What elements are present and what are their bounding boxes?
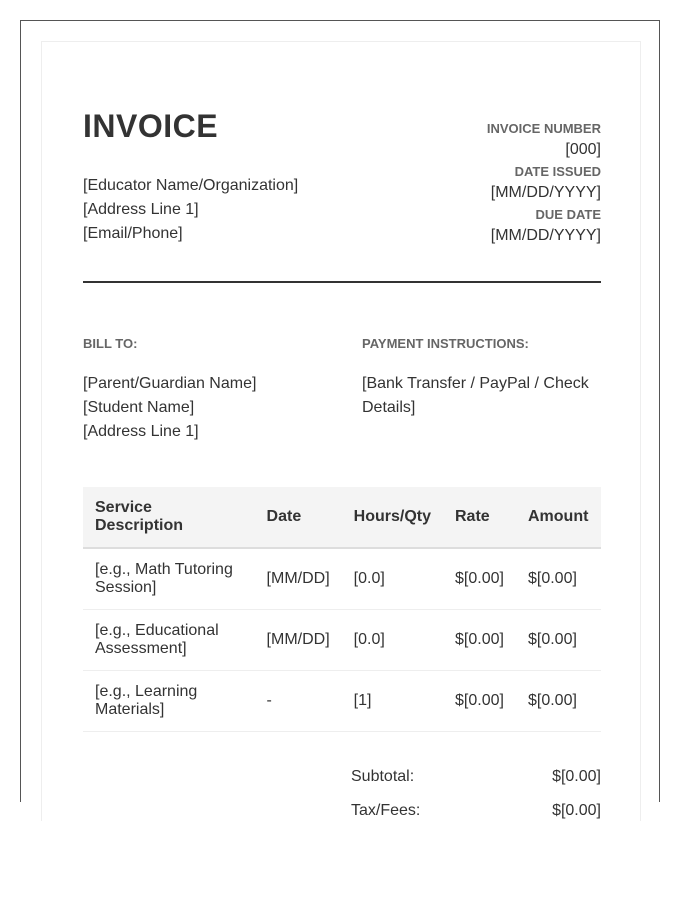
student-name: [Student Name] [83,399,195,416]
line-items-table [83,487,601,732]
cell-hours: [0.0] [342,609,443,670]
cell-description: [e.g., Educational Assessment] [83,609,255,670]
table-row [83,609,601,670]
invoice-title: INVOICE [83,108,219,144]
tax-fees-label: Tax/Fees: [351,802,421,819]
payment-instructions-label: PAYMENT INSTRUCTIONS: [362,336,529,351]
cell-rate: $[0.00] [443,609,516,670]
payment-instructions-text: [Bank Transfer / PayPal / Check Details] [362,375,589,416]
header-amount: Amount [516,487,601,548]
due-date-label: DUE DATE [535,207,601,222]
invoice-page [41,41,641,821]
payment-instructions-section [362,336,602,420]
cell-rate: $[0.00] [443,548,516,609]
cell-amount: $[0.00] [516,670,601,731]
date-issued-label: DATE ISSUED [514,164,601,179]
header-rate: Rate [443,487,516,548]
subtotal-value: $[0.00] [552,768,601,785]
cell-description: [e.g., Math Tutoring Session] [83,548,255,609]
tax-fees-row [351,799,601,833]
cell-date: [MM/DD] [255,548,342,609]
sender-info [83,174,298,246]
sender-address: [Address Line 1] [83,201,199,218]
header-hours-qty: Hours/Qty [342,487,443,548]
due-date-value: [MM/DD/YYYY] [490,227,601,244]
header-date: Date [255,487,342,548]
bill-to-address: [Address Line 1] [83,423,199,440]
cell-date: [MM/DD] [255,609,342,670]
tax-fees-value: $[0.00] [552,802,601,819]
cell-amount: $[0.00] [516,609,601,670]
cell-amount: $[0.00] [516,548,601,609]
cell-hours: [1] [342,670,443,731]
document-frame [20,20,660,819]
header-divider [83,281,601,283]
bill-to-lines [83,372,343,444]
invoice-number-label: INVOICE NUMBER [486,121,601,136]
cell-rate: $[0.00] [443,670,516,731]
parent-name: [Parent/Guardian Name] [83,375,257,392]
subtotal-label: Subtotal: [351,768,415,785]
header-service-description: Service Description [83,487,255,548]
bill-to-section [83,336,343,444]
sender-contact: [Email/Phone] [83,225,183,242]
invoice-meta [487,120,601,249]
cell-hours: [0.0] [342,548,443,609]
invoice-number-value: [000] [565,141,601,158]
cell-description: [e.g., Learning Materials] [83,670,255,731]
date-issued-value: [MM/DD/YYYY] [490,184,601,201]
sender-name: [Educator Name/Organization] [83,177,299,194]
subtotal-row [351,765,601,799]
bill-to-label: BILL TO: [83,336,138,351]
cell-date: - [255,670,342,731]
table-row [83,670,601,731]
totals-section [351,765,601,833]
table-row [83,548,601,609]
table-header-row [83,487,601,548]
